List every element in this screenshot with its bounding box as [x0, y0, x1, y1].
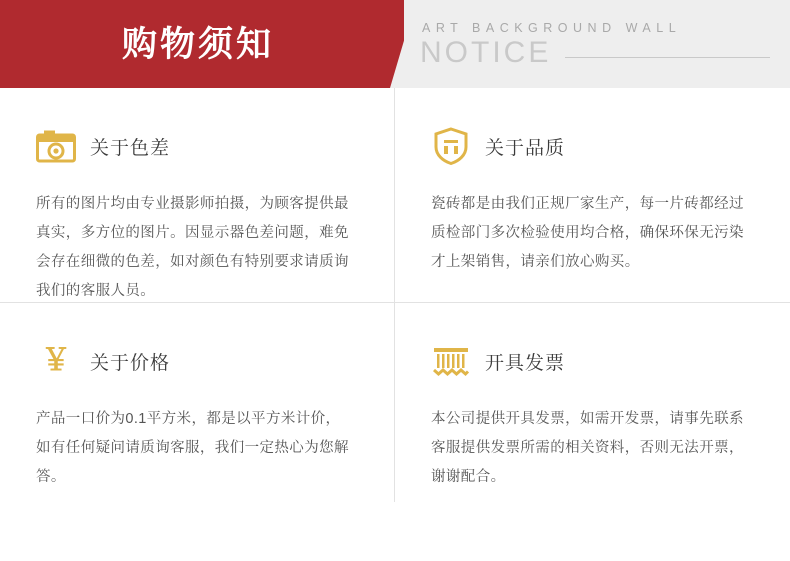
header-subtitle: ART BACKGROUND WALL: [422, 20, 682, 35]
section-title: 关于价格: [90, 352, 171, 374]
page-header: [0, 0, 790, 88]
header-notice-row: [420, 35, 790, 69]
header-title-block: [0, 0, 390, 88]
section-header: [431, 341, 748, 381]
header-notice-text: NOTICE: [420, 35, 552, 69]
section-body-text: 本公司提供开具发票，如需开发票，请事先联系客服提供发票所需的相关资料，否则无法开票，谢谢配合。: [431, 411, 744, 485]
section-header: [431, 126, 748, 166]
section-body-text: 产品一口价为0.1平方米，都是以平方米计价，如有任何疑问请质询客服，我们一定热心为您解答。: [36, 411, 349, 485]
notice-section-price: [0, 303, 395, 502]
camera-icon: [36, 126, 76, 166]
section-body: [431, 405, 748, 492]
section-title: 关于色差: [90, 137, 171, 159]
notice-section-quality: [395, 88, 790, 303]
invoice-icon: [431, 341, 471, 381]
section-body-text: 所有的图片均由专业摄影师拍摄，为顾客提供最真实，多方位的图片。因显示器色差问题，难免会存在细微的色差，如对颜色有特别要求请质询我们的客服人员。: [36, 196, 349, 299]
notice-section-invoice: [395, 303, 790, 502]
section-body: [36, 405, 352, 492]
section-body: [431, 190, 748, 277]
page-title: 购物须知: [121, 24, 274, 64]
yen-symbol: ￥: [41, 344, 71, 377]
shield-quality-icon: [431, 126, 471, 166]
section-title: 关于品质: [485, 137, 566, 159]
section-header: [36, 341, 352, 381]
notice-section-color: [0, 88, 395, 303]
header-slash-gray: [404, 0, 428, 88]
section-title: 开具发票: [485, 352, 566, 374]
yen-price-icon: [36, 341, 76, 381]
section-body-text: 瓷砖都是由我们正规厂家生产，每一片砖都经过质检部门多次检验使用均合格，确保环保无污染才上架销售，请亲们放心购买。: [431, 196, 744, 270]
header-divider-line: [565, 57, 770, 58]
section-body: [36, 190, 352, 306]
header-subtitle-block: [390, 0, 790, 88]
notice-grid: [0, 88, 790, 502]
section-header: [36, 126, 352, 166]
